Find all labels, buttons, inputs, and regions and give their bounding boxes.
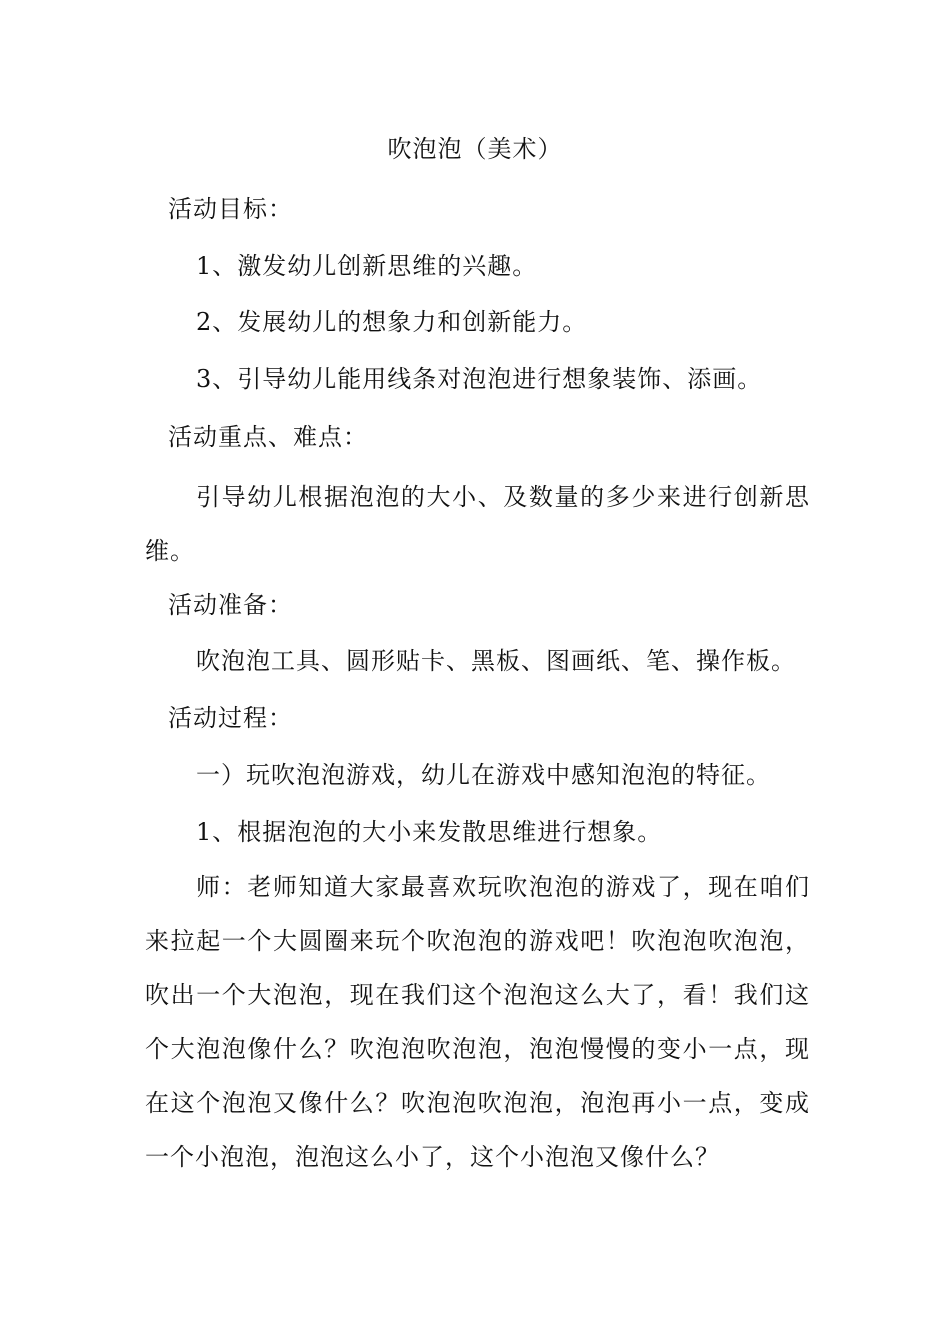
key-points-paragraph: 引导幼儿根据泡泡的大小、及数量的多少来进行创新思维。 — [145, 483, 810, 565]
document-title: 吹泡泡（美术） — [387, 135, 563, 163]
preparation-paragraph: 吹泡泡工具、圆形贴卡、黑板、图画纸、笔、操作板。 — [196, 647, 796, 675]
process-heading: 活动过程： — [168, 704, 293, 732]
process-step-1: 一）玩吹泡泡游戏，幼儿在游戏中感知泡泡的特征。 — [196, 761, 771, 789]
goal-item-1: 1、激发幼儿创新思维的兴趣。 — [196, 252, 538, 280]
preparation-heading: 活动准备： — [168, 591, 293, 619]
goal-item-3: 3、引导幼儿能用线条对泡泡进行想象装饰、添画。 — [196, 365, 763, 393]
goals-heading: 活动目标： — [168, 195, 293, 223]
goal-item-2: 2、发展幼儿的想象力和创新能力。 — [196, 308, 588, 336]
process-substep-1: 1、根据泡泡的大小来发散思维进行想象。 — [196, 818, 663, 846]
key-points-heading: 活动重点、难点： — [168, 423, 368, 451]
teacher-dialogue-paragraph: 师：老师知道大家最喜欢玩吹泡泡的游戏了，现在咱们来拉起一个大圆圈来玩个吹泡泡的游戏吧！吹泡泡吹泡泡，吹出一个大泡泡，现在我们这个泡泡这么大了，看！我们这个大泡泡像什么？吹泡泡吹泡泡，泡泡慢慢的变小一点，现在这个泡泡又像什么？吹泡泡吹泡泡，泡泡再小一点，变成一个小泡泡，泡泡这么小了，这个小泡泡又像什么？ — [145, 873, 810, 1171]
